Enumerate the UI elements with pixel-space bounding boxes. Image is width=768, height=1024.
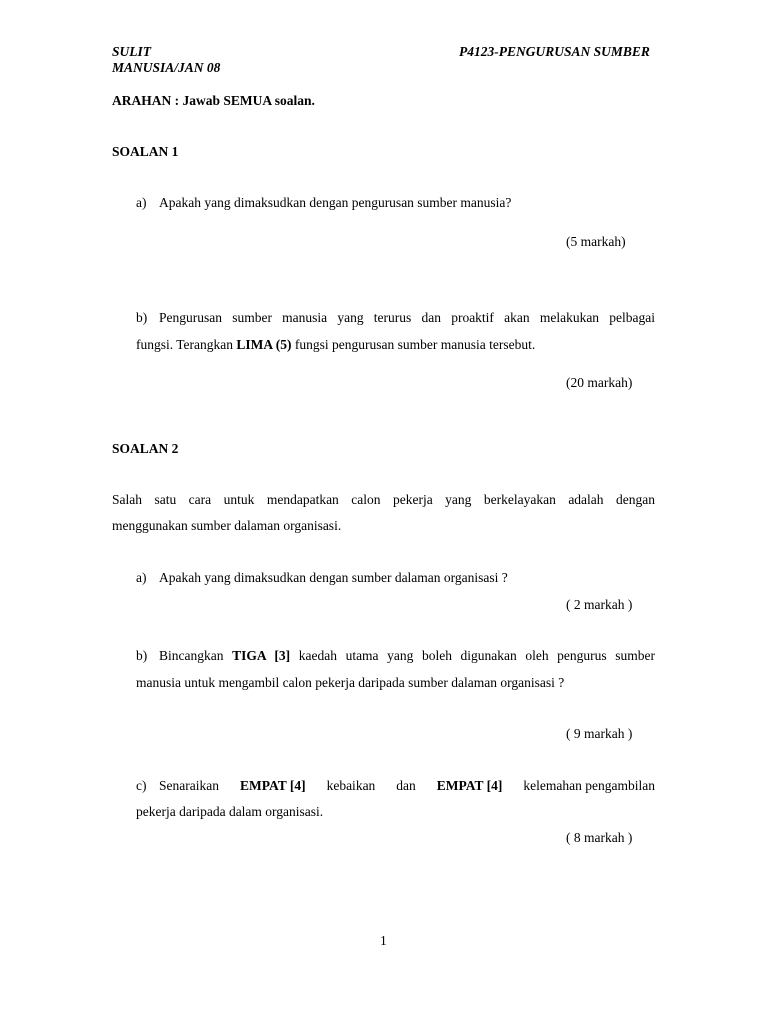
instruction (112, 93, 315, 109)
question-2b-line1-pre: Bincangkan (159, 648, 233, 663)
question-2b-emphasis: TIGA [3] (232, 648, 291, 663)
question-1b-label: b) (136, 310, 148, 325)
question-2b-line1-post: kaedah utama yang boleh digunakan oleh pengurus sumber (290, 648, 656, 663)
instruction-label: ARAHAN : (112, 93, 180, 108)
question-1b-line2 (136, 337, 535, 353)
question-2-intro-line1: Salah satu cara untuk mendapatkan calon pekerja yang berkelayakan adalah dengan (112, 492, 655, 507)
question-2b-label: b) (136, 648, 148, 663)
question-2c-line2: pekerja daripada dalam organisasi. (136, 804, 324, 819)
question-2c-emphasis-1: EMPAT [4] (239, 778, 306, 793)
question-2a-label: a) (136, 570, 147, 585)
question-2-title: SOALAN 2 (112, 441, 179, 456)
question-2c-word-senaraikan: Senaraikan (159, 778, 219, 793)
question-1a-marks: (5 markah) (566, 234, 626, 249)
question-1b-line2-post: fungsi pengurusan sumber manusia tersebut. (291, 337, 536, 352)
question-2c-line1 (159, 778, 655, 794)
page-number: 1 (380, 933, 387, 948)
question-1b-marks: (20 markah) (566, 375, 633, 390)
question-2c-word-kelemahan: kelemahan pengambilan (523, 778, 655, 793)
question-2c-emphasis-2: EMPAT [4] (436, 778, 503, 793)
question-2-intro-line2: menggunakan sumber dalaman organisasi. (112, 518, 342, 533)
header-course-date: MANUSIA/JAN 08 (112, 60, 221, 75)
question-2c-word-kebaikan: kebaikan (326, 778, 376, 793)
question-1b-emphasis: LIMA (5) (236, 337, 292, 352)
question-2b-marks: ( 9 markah ) (566, 726, 633, 741)
question-2c-word-dan: dan (396, 778, 416, 793)
question-2c-marks: ( 8 markah ) (566, 830, 633, 845)
question-2b-line1 (159, 648, 655, 664)
question-1b-line2-pre: fungsi. Terangkan (136, 337, 237, 352)
question-1a-text: Apakah yang dimaksudkan dengan pengurusan sumber manusia? (159, 195, 512, 210)
question-2b-line2: manusia untuk mengambil calon pekerja daripada sumber dalaman organisasi ? (136, 675, 565, 690)
instruction-text: Jawab SEMUA soalan. (182, 93, 315, 108)
question-2a-text: Apakah yang dimaksudkan dengan sumber dalaman organisasi ? (159, 570, 508, 585)
question-2a-marks: ( 2 markah ) (566, 597, 633, 612)
header-confidential: SULIT (112, 44, 152, 59)
question-2c-label: c) (136, 778, 147, 793)
question-1-title: SOALAN 1 (112, 144, 179, 159)
header-course-code: P4123-PENGURUSAN SUMBER (459, 44, 650, 59)
question-1b-line1: Pengurusan sumber manusia yang terurus dan proaktif akan melakukan pelbagai (159, 310, 655, 325)
question-1a-label: a) (136, 195, 147, 210)
